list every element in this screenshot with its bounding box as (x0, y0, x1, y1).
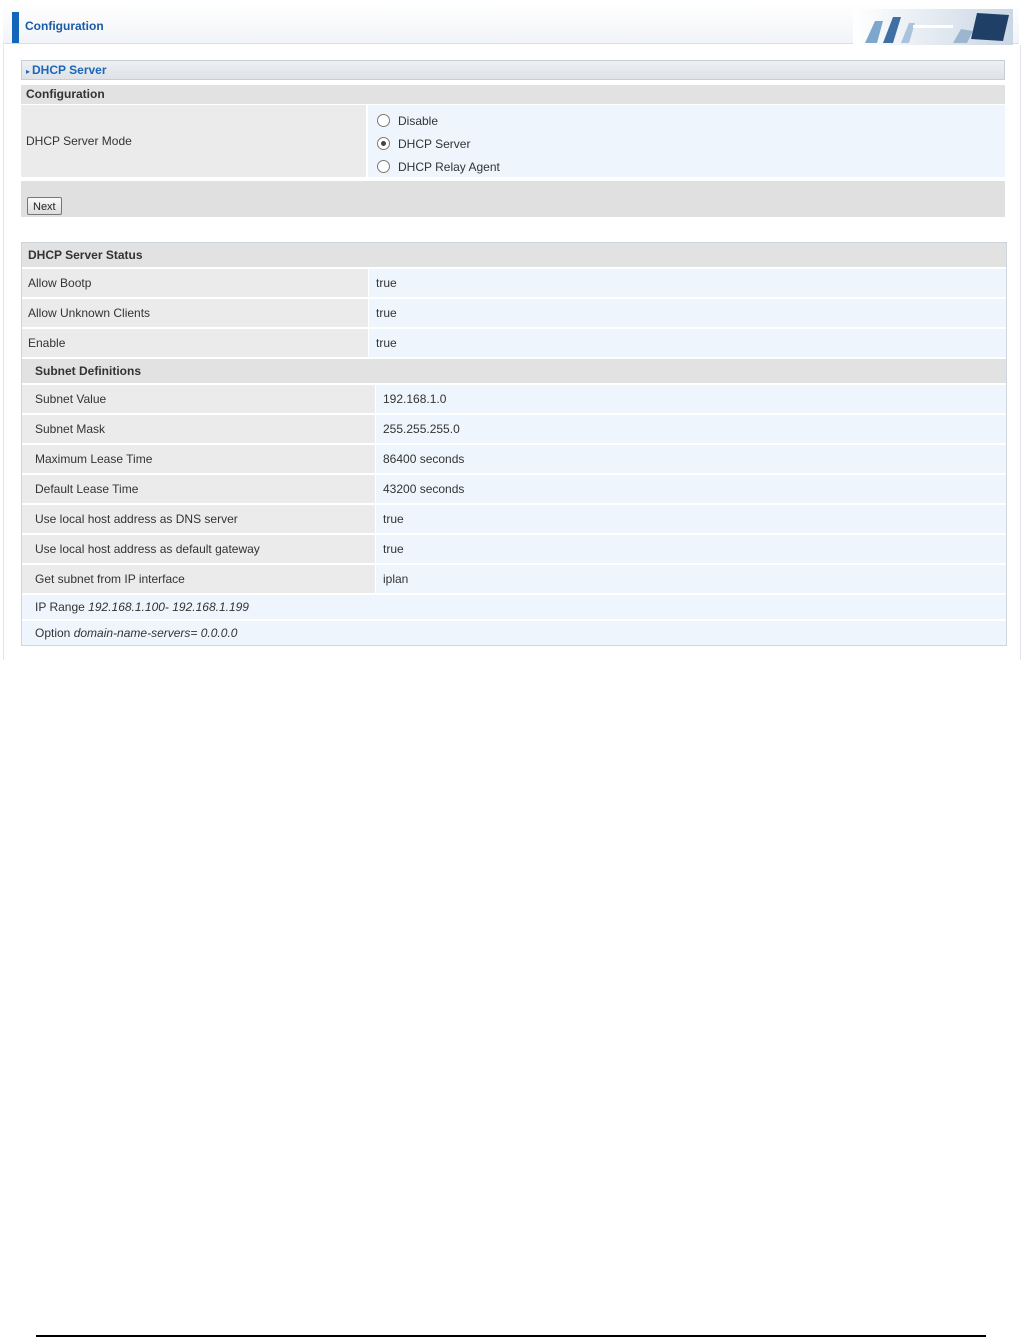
subnet-row (22, 535, 1006, 563)
subnet-definitions-heading: Subnet Definitions (22, 359, 1006, 383)
subnet-key: Use local host address as default gateway (22, 535, 375, 563)
status-key: Allow Unknown Clients (22, 299, 368, 327)
header-bar (3, 3, 1019, 44)
main-frame (3, 45, 1021, 660)
radio-label: DHCP Relay Agent (398, 159, 500, 174)
ip-range-value: 192.168.1.100- 192.168.1.199 (88, 600, 249, 614)
subnet-value: iplan (376, 565, 1006, 593)
header-accent (12, 12, 19, 43)
dhcp-server-mode-row (21, 105, 1005, 177)
dhcp-server-mode-label: DHCP Server Mode (21, 105, 366, 177)
section-title: DHCP Server (32, 63, 107, 77)
status-heading: DHCP Server Status (22, 243, 1006, 267)
subnet-value: 192.168.1.0 (376, 385, 1006, 413)
subnet-key: Use local host address as DNS server (22, 505, 375, 533)
radio-label: Disable (398, 113, 439, 128)
option-value: domain-name-servers= 0.0.0.0 (73, 626, 238, 640)
subnet-row (22, 385, 1006, 413)
page-divider (36, 1335, 986, 1337)
configuration-heading: Configuration (21, 85, 1005, 104)
section-title-bar (21, 60, 1005, 80)
subnet-key: Default Lease Time (22, 475, 375, 503)
status-value: true (369, 269, 1006, 297)
dhcp-server-status-panel (21, 242, 1007, 646)
subnet-row (22, 415, 1006, 443)
subnet-value: 255.255.255.0 (376, 415, 1006, 443)
radio-option-disable[interactable] (368, 109, 1005, 132)
banner-graphic-icon (853, 9, 1013, 45)
status-value: true (369, 329, 1006, 357)
next-button[interactable]: Next (27, 197, 62, 215)
radio-button-selected[interactable] (377, 137, 390, 150)
dhcp-server-mode-options (368, 105, 1005, 177)
option-label: Option (35, 626, 71, 640)
subnet-row (22, 565, 1006, 593)
ip-range-row (22, 595, 1006, 619)
subnet-value: 43200 seconds (376, 475, 1006, 503)
status-value: true (369, 299, 1006, 327)
radio-button[interactable] (377, 114, 390, 127)
status-row (22, 299, 1006, 327)
status-key: Enable (22, 329, 368, 357)
subnet-key: Maximum Lease Time (22, 445, 375, 473)
status-row (22, 269, 1006, 297)
subnet-value: true (376, 505, 1006, 533)
status-row (22, 329, 1006, 357)
subnet-key: Subnet Value (22, 385, 375, 413)
radio-label: DHCP Server (398, 136, 471, 151)
subnet-row (22, 505, 1006, 533)
subnet-row (22, 475, 1006, 503)
dhcp-server-panel (21, 60, 1005, 217)
radio-option-dhcp-relay-agent[interactable] (368, 155, 1005, 178)
radio-button[interactable] (377, 160, 390, 173)
button-row (21, 181, 1005, 217)
subnet-value: true (376, 535, 1006, 563)
ip-range-label: IP Range (35, 600, 85, 614)
subnet-key: Get subnet from IP interface (22, 565, 375, 593)
option-row (22, 621, 1006, 645)
subnet-value: 86400 seconds (376, 445, 1006, 473)
page-title: Configuration (25, 19, 104, 33)
arrow-right-icon: ▸ (26, 67, 31, 76)
subnet-key: Subnet Mask (22, 415, 375, 443)
subnet-row (22, 445, 1006, 473)
radio-option-dhcp-server[interactable] (368, 132, 1005, 155)
status-key: Allow Bootp (22, 269, 368, 297)
